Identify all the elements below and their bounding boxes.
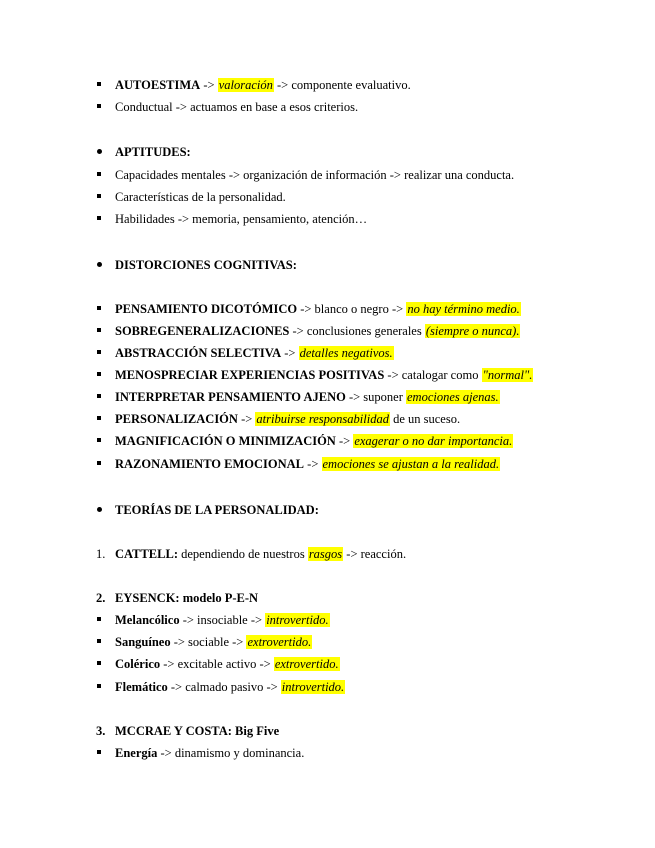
round-bullet-icon (97, 262, 102, 267)
list-number: 2. (96, 591, 106, 605)
subsection-heading: MCCRAE Y COSTA: Big Five (115, 724, 280, 738)
list-item: Colérico -> excitable activo -> extrovertido. (115, 657, 339, 671)
square-bullet-icon (97, 350, 101, 354)
list-item: Capacidades mentales -> organización de información -> realizar una conducta. (115, 168, 515, 182)
square-bullet-icon (97, 639, 101, 643)
square-bullet-icon (97, 750, 101, 754)
list-item: Energía -> dinamismo y dominancia. (115, 746, 305, 760)
square-bullet-icon (97, 172, 101, 176)
square-bullet-icon (97, 461, 101, 465)
list-item: PERSONALIZACIÓN -> atribuirse responsabilidad de un suceso. (115, 412, 461, 426)
list-number: 1. (96, 547, 106, 561)
square-bullet-icon (97, 82, 101, 86)
square-bullet-icon (97, 661, 101, 665)
section-heading: APTITUDES: (115, 145, 191, 159)
list-item: Sanguíneo -> sociable -> extrovertido. (115, 635, 312, 649)
square-bullet-icon (97, 104, 101, 108)
subsection-heading: EYSENCK: modelo P-E-N (115, 591, 259, 605)
square-bullet-icon (97, 416, 101, 420)
list-item: Características de la personalidad. (115, 190, 286, 204)
square-bullet-icon (97, 372, 101, 376)
list-item: MENOSPRECIAR EXPERIENCIAS POSITIVAS -> catalogar como "normal". (115, 368, 533, 382)
list-item: AUTOESTIMA -> valoración -> componente evaluativo. (115, 78, 411, 92)
square-bullet-icon (97, 216, 101, 220)
list-item: Habilidades -> memoria, pensamiento, atención… (115, 212, 368, 226)
list-item: RAZONAMIENTO EMOCIONAL -> emociones se ajustan a la realidad. (115, 457, 500, 471)
square-bullet-icon (97, 394, 101, 398)
square-bullet-icon (97, 328, 101, 332)
square-bullet-icon (97, 684, 101, 688)
section-heading: TEORÍAS DE LA PERSONALIDAD: (115, 503, 319, 517)
round-bullet-icon (97, 149, 102, 154)
list-item: MAGNIFICACIÓN O MINIMIZACIÓN -> exagerar o no dar importancia. (115, 434, 513, 448)
list-number: 3. (96, 724, 106, 738)
list-item: CATTELL: dependiendo de nuestros rasgos -> reacción. (115, 547, 407, 561)
list-item: SOBREGENERALIZACIONES -> conclusiones generales (siempre o nunca). (115, 324, 520, 338)
list-item: INTERPRETAR PENSAMIENTO AJENO -> suponer emociones ajenas. (115, 390, 499, 404)
list-item: ABSTRACCIÓN SELECTIVA -> detalles negativos. (115, 346, 393, 360)
list-item: Conductual -> actuamos en base a esos criterios. (115, 100, 359, 114)
section-heading: DISTORCIONES COGNITIVAS: (115, 258, 297, 272)
square-bullet-icon (97, 306, 101, 310)
list-item: Melancólico -> insociable -> introvertido. (115, 613, 329, 627)
square-bullet-icon (97, 617, 101, 621)
square-bullet-icon (97, 194, 101, 198)
list-item: PENSAMIENTO DICOTÓMICO -> blanco o negro -> no hay término medio. (115, 302, 520, 316)
square-bullet-icon (97, 438, 101, 442)
list-item: Flemático -> calmado pasivo -> introvertido. (115, 680, 345, 694)
round-bullet-icon (97, 507, 102, 512)
